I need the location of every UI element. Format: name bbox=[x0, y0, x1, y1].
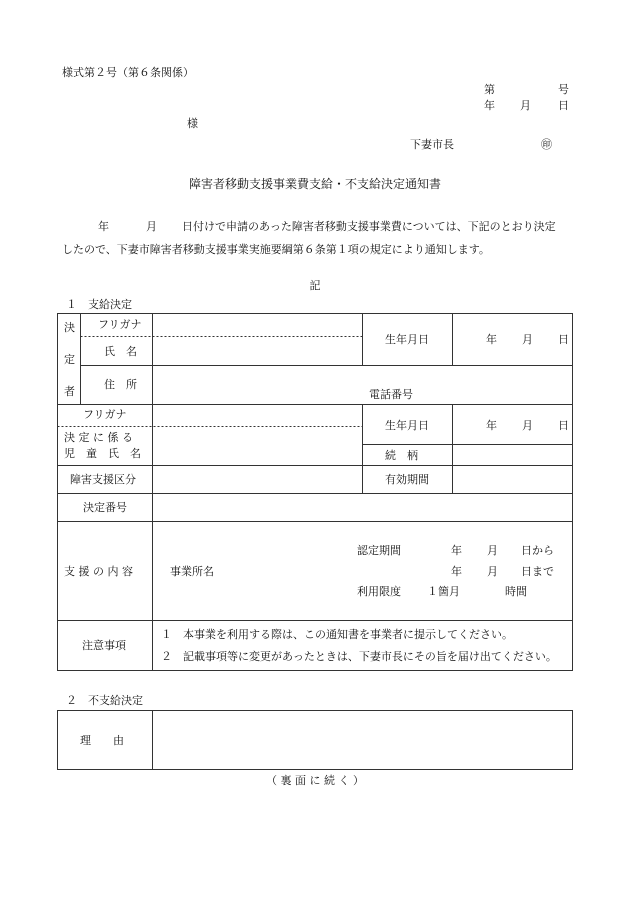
section2-heading: ２ 不支給決定 bbox=[66, 694, 143, 707]
period-to-year: 年 bbox=[451, 565, 462, 578]
ki-mark: 記 bbox=[309, 279, 321, 292]
document-title: 障害者移動支援事業費支給・不支給決定通知書 bbox=[188, 177, 441, 191]
valid-period-label: 有効期間 bbox=[385, 473, 429, 486]
reason-label: 理 由 bbox=[80, 734, 124, 747]
body-text-line2: したので、下妻市障害者移動支援事業実施要綱第６条第１項の規定により通知します。 bbox=[62, 243, 490, 256]
decider-name-label: 氏 名 bbox=[104, 345, 137, 358]
usage-hours: 時間 bbox=[505, 585, 527, 598]
decision-number-label: 決定番号 bbox=[83, 501, 127, 514]
decider-side-char-2: 定 bbox=[64, 353, 75, 366]
office-name-label: 事業所名 bbox=[170, 565, 214, 578]
usage-per-month: １箇月 bbox=[427, 585, 460, 598]
decider-furigana-label: フリガナ bbox=[98, 318, 142, 331]
child-birthdate-label: 生年月日 bbox=[385, 419, 429, 432]
period-from-year: 年 bbox=[451, 544, 462, 557]
decider-address-label: 住 所 bbox=[104, 378, 137, 391]
number-dai: 第 bbox=[484, 83, 495, 96]
child-birth-month: 月 bbox=[522, 419, 533, 432]
decider-birth-month: 月 bbox=[522, 333, 533, 346]
disability-class-label: 障害支援区分 bbox=[70, 473, 136, 486]
child-birth-day: 日 bbox=[558, 419, 569, 432]
period-to-month: 月 bbox=[487, 565, 498, 578]
notes-label: 注意事項 bbox=[82, 639, 126, 652]
issue-date-month: 月 bbox=[520, 99, 531, 112]
relationship-label: 続 柄 bbox=[385, 449, 418, 462]
support-contents-label: 支 援 の 内 容 bbox=[64, 565, 133, 578]
issuer-name: 下妻市長 bbox=[410, 138, 454, 151]
seal-mark: ㊞ bbox=[541, 138, 552, 151]
decider-birthdate-label: 生年月日 bbox=[385, 333, 429, 346]
notes-item-2: ２ 記載事項等に変更があったときは、下妻市長にその旨を届け出てください。 bbox=[161, 650, 557, 663]
decider-birth-year: 年 bbox=[486, 333, 497, 346]
continued-on-back: （ 裏 面 に 続 く ） bbox=[266, 774, 364, 787]
child-name-label-line2: 児 童 氏 名 bbox=[64, 447, 141, 460]
refusal-table-frame bbox=[58, 711, 573, 770]
decider-phone-label: 電話番号 bbox=[369, 388, 413, 401]
decider-birth-day: 日 bbox=[558, 333, 569, 346]
issue-date-year: 年 bbox=[484, 99, 495, 112]
section1-heading: １ 支給決定 bbox=[66, 298, 132, 311]
decider-side-char-1: 決 bbox=[64, 321, 75, 334]
body-date-month: 月 bbox=[146, 220, 157, 233]
addressee-suffix: 様 bbox=[187, 117, 198, 130]
form-number: 様式第２号（第６条関係） bbox=[62, 66, 194, 79]
support-table-frame bbox=[58, 314, 573, 671]
body-date-year: 年 bbox=[98, 220, 109, 233]
number-go: 号 bbox=[558, 83, 569, 96]
notes-item-1: １ 本事業を利用する際は、この通知書を事業者に提示してください。 bbox=[161, 628, 513, 641]
decider-side-char-3: 者 bbox=[64, 385, 75, 398]
period-from-month: 月 bbox=[487, 544, 498, 557]
body-text-line1: 日付けで申請のあった障害者移動支援事業費については、下記のとおり決定 bbox=[182, 220, 556, 233]
period-to-day: 日まで bbox=[521, 565, 554, 578]
period-from-day: 日から bbox=[521, 544, 554, 557]
child-name-label-line1: 決 定 に 係 る bbox=[64, 431, 133, 444]
issue-date-day: 日 bbox=[558, 99, 569, 112]
approval-period-label: 認定期間 bbox=[357, 544, 401, 557]
child-birth-year: 年 bbox=[486, 419, 497, 432]
child-furigana-label: フリガナ bbox=[83, 408, 127, 421]
usage-limit-label: 利用限度 bbox=[357, 585, 401, 598]
